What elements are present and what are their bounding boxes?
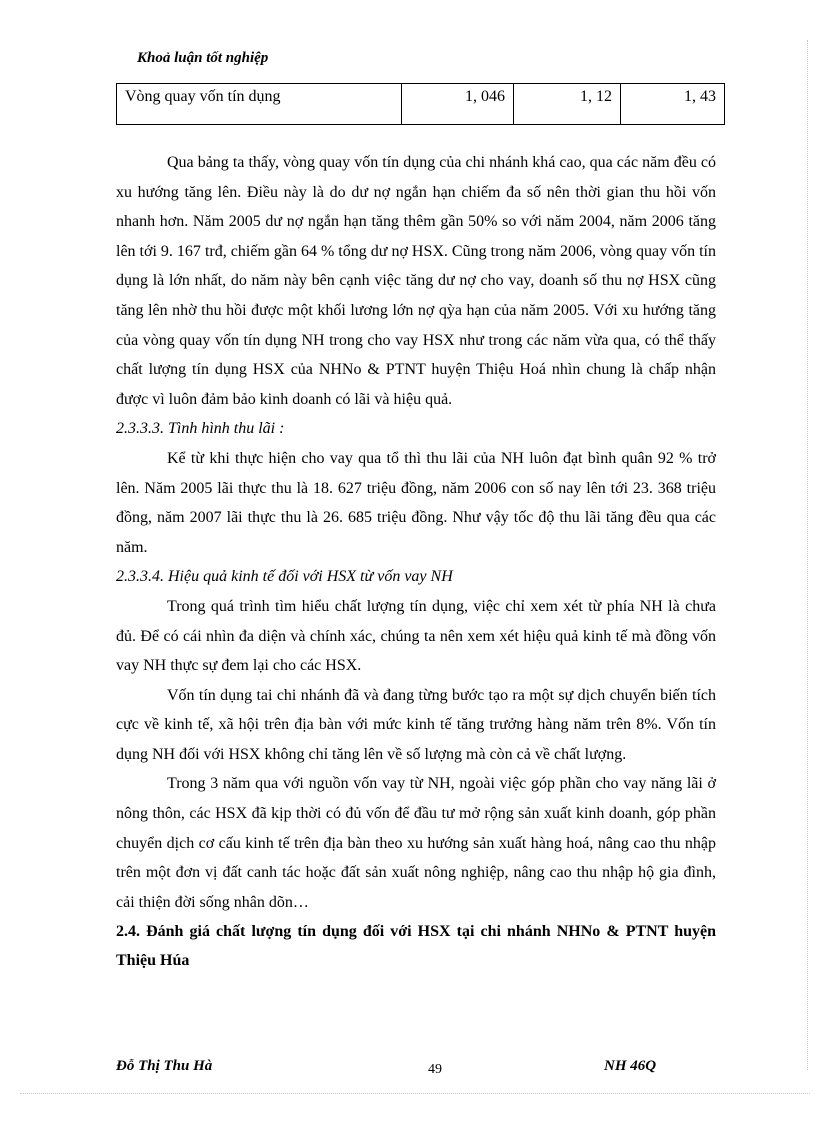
page-header: Khoả luận tốt nghiệp — [137, 50, 269, 66]
page-number: 49 — [428, 1062, 442, 1077]
table-cell-label: Vòng quay vốn tín dụng — [117, 84, 402, 125]
table-cell-2005: 1, 046 — [402, 84, 514, 125]
document-body — [116, 148, 716, 975]
paragraph-credit-turnover: Qua bảng ta thấy, vòng quay vốn tín dụng của chi nhánh khá cao, qua các năm đều có xu hướng tăng lên. Điều này là do dư nợ ngắn hạn chiếm đa số nên thời gian thu hồi vốn nhanh hơn. Năm 2005 dư nợ ngắn hạn tăng thêm gần 50% so với năm 2004, năm 2006 tăng lên tới 9. 167 trđ, chiếm gần 64 % tổng dư nợ HSX. Cũng trong năm 2006, vòng quay vốn tín dụng là lớn nhất, do năm này bên cạnh việc tăng dư nợ cho vay, doanh số thu nợ HSX cũng tăng lên nhờ thu hồi được một khối lương lớn nợ qỳa hạn của năm 2005. Với xu hướng tăng của vòng quay vốn tín dụng NH trong cho vay HSX như trong các năm vừa qua, có thể thấy chất lượng tín dụng HSX của NHNo & PTNT huyện Thiệu Hoá nhìn chung là chấp nhận được vì luôn đảm bảo kinh doanh có lãi và hiệu quả. — [116, 154, 716, 408]
table-row — [117, 84, 725, 125]
page-border-bottom — [20, 1093, 810, 1094]
paragraph-efficiency-intro: Trong quá trình tìm hiểu chất lượng tín dụng, việc chỉ xem xét từ phía NH là chưa đủ. Để có cái nhìn đa diện và chính xác, chúng ta nên xem xét hiệu quả kinh tế mà đồng vốn vay NH thực sự đem lại cho các HSX. — [116, 597, 716, 675]
heading-economic-efficiency: 2.3.3.4. Hiệu quả kinh tế đối với HSX từ vốn vay NH — [116, 568, 453, 586]
paragraph-efficiency-results: Trong 3 năm qua với nguồn vốn vay từ NH, ngoài việc góp phần cho vay năng lãi ở nông thôn, các HSX đã kịp thời có đủ vốn để đầu tư mở rộng sản xuất kinh doanh, góp phần chuyển dịch cơ cấu kinh tế trên địa bàn theo xu hướng sản xuất hàng hoá, nâng cao thu nhập trên một đơn vị đất canh tác hoặc đất sản xuất nông nghiệp, nâng cao thu nhập hộ gia đình, cải thiện đời sống nhân dõn… — [116, 775, 716, 911]
paragraph-interest-collection: Kể từ khi thực hiện cho vay qua tổ thì thu lãi của NH luôn đạt bình quân 92 % trở lên. Năm 2005 lãi thực thu là 18. 627 triệu đồng, năm 2006 con số nay lên tới 23. 368 triệu đồng, năm 2007 lãi thực thu là 26. 685 triệu đồng. Như vậy tốc độ thu lãi tăng đều qua các năm. — [116, 449, 716, 556]
heading-interest-collection: 2.3.3.3. Tình hình thu lãi : — [116, 420, 285, 438]
table-cell-2007: 1, 43 — [621, 84, 725, 125]
table-cell-2006: 1, 12 — [514, 84, 621, 125]
credit-turnover-table — [116, 83, 725, 125]
page-border-right — [807, 40, 808, 1070]
paragraph-efficiency-growth: Vốn tín dụng tai chi nhánh đã và đang từng bước tạo ra một sự dịch chuyển biến tích cực về kinh tế, xã hội trên địa bàn với mức kinh tế tăng trưởng hàng năm trên 8%. Vốn tín dụng NH đối với HSX không chỉ tăng lên về số lượng mà còn cả về chất lượng. — [116, 686, 716, 763]
footer-class: NH 46Q — [604, 1058, 657, 1074]
footer-author: Đỗ Thị Thu Hà — [116, 1058, 213, 1074]
section-heading-2-4: 2.4. Đánh giá chất lượng tín dụng đối với HSX tại chi nhánh NHNo & PTNT huyện Thiệu Húa — [116, 923, 716, 970]
